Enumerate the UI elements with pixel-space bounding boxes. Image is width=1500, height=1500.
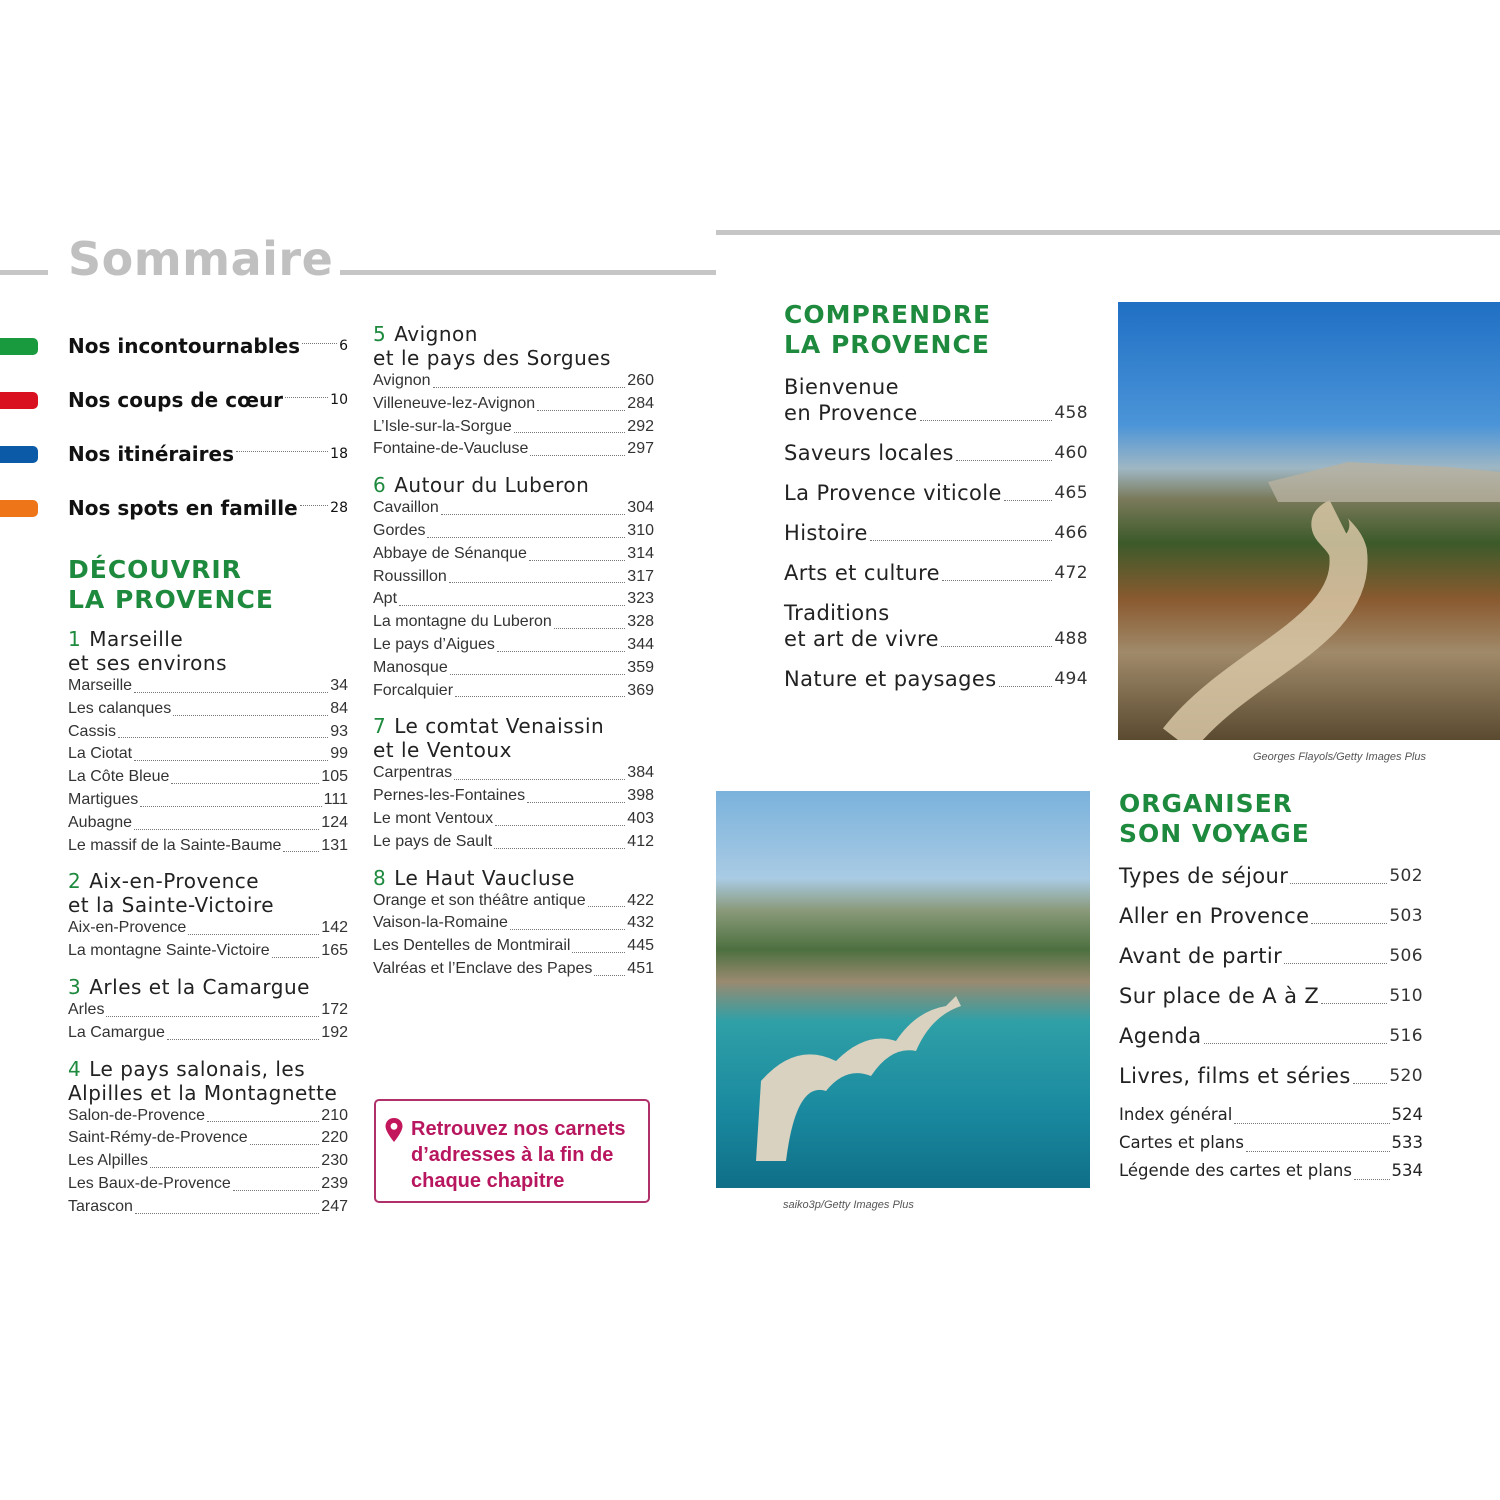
chapter-number: 4 bbox=[68, 1056, 82, 1081]
toc-entry[interactable] bbox=[373, 657, 654, 680]
page-number: 314 bbox=[627, 544, 654, 562]
chapter-number: 5 bbox=[373, 322, 387, 346]
toc-entry[interactable] bbox=[373, 370, 654, 393]
toc-entry[interactable] bbox=[373, 497, 654, 520]
page-number: 502 bbox=[1389, 866, 1423, 886]
avignon-bridge-photo bbox=[716, 791, 1090, 1188]
page-number: 323 bbox=[627, 590, 654, 608]
page-number: 131 bbox=[321, 836, 348, 854]
toc-entry[interactable] bbox=[68, 1022, 348, 1045]
page-number: 516 bbox=[1389, 1026, 1423, 1046]
section-heading: COMPRENDRE LA PROVENCE bbox=[784, 300, 992, 359]
page-number: 10 bbox=[330, 392, 348, 408]
dot-leader bbox=[150, 1167, 319, 1168]
entry-label: Apt bbox=[373, 590, 398, 608]
toc-entry[interactable] bbox=[784, 600, 1088, 652]
toc-entry[interactable] bbox=[68, 1105, 348, 1128]
toc-entry[interactable] bbox=[68, 812, 348, 835]
page-number: 465 bbox=[1054, 483, 1088, 503]
dot-leader bbox=[495, 825, 625, 826]
entry-label: L’Isle-sur-la-Sorgue bbox=[373, 417, 512, 435]
dot-leader bbox=[134, 692, 328, 693]
dot-leader bbox=[494, 848, 625, 849]
toc-entry[interactable] bbox=[1119, 1101, 1423, 1129]
toc-entry[interactable] bbox=[373, 543, 654, 566]
chapter-name: Avignon et le pays des Sorgues bbox=[373, 322, 611, 370]
chapter-number: 6 bbox=[373, 473, 387, 498]
dot-leader bbox=[510, 929, 625, 930]
entry-label: Cavaillon bbox=[373, 499, 439, 517]
toc-entry[interactable] bbox=[373, 680, 654, 703]
toc-entry[interactable] bbox=[373, 785, 654, 808]
dot-leader bbox=[106, 1016, 319, 1017]
page-number: 93 bbox=[330, 722, 348, 740]
comprendre-section bbox=[784, 300, 1088, 692]
dot-leader bbox=[1204, 1043, 1388, 1044]
toc-entry[interactable] bbox=[1119, 983, 1423, 1009]
dot-leader bbox=[454, 779, 625, 780]
dot-leader bbox=[942, 580, 1052, 581]
entry-label: Les Baux-de-Provence bbox=[68, 1174, 231, 1192]
entry-label: Manosque bbox=[373, 658, 448, 676]
dot-leader bbox=[134, 829, 319, 830]
entry-label: Fontaine-de-Vaucluse bbox=[373, 440, 529, 458]
entry-label: Aller en Provence bbox=[1119, 904, 1310, 928]
toc-entry[interactable] bbox=[1119, 1023, 1423, 1049]
chapter-title[interactable] bbox=[373, 473, 654, 497]
toc-entry[interactable] bbox=[373, 634, 654, 657]
toc-column-middle bbox=[373, 322, 654, 981]
chapter-name: Aix-en-Provence et la Sainte-Victoire bbox=[68, 869, 275, 918]
dot-leader bbox=[956, 460, 1052, 461]
entry-label: Les Alpilles bbox=[68, 1152, 149, 1170]
entry-label: Gordes bbox=[373, 521, 426, 539]
page-number: 28 bbox=[330, 500, 348, 516]
dot-leader bbox=[285, 397, 328, 398]
page-number: 403 bbox=[627, 809, 654, 827]
color-tab bbox=[0, 446, 38, 463]
entry-label: Le pays de Sault bbox=[373, 832, 493, 850]
dot-leader bbox=[537, 410, 625, 411]
dot-leader bbox=[527, 802, 625, 803]
entry-label: La montagne Sainte-Victoire bbox=[68, 942, 270, 960]
chapter-name: Le comtat Venaissin et le Ventoux bbox=[373, 714, 605, 763]
page-number: 451 bbox=[627, 959, 654, 977]
address-note-box bbox=[374, 1099, 650, 1203]
toc-entry[interactable] bbox=[1119, 1129, 1423, 1157]
page-number: 34 bbox=[330, 677, 348, 694]
color-tab bbox=[0, 338, 38, 355]
entry-label: Histoire bbox=[784, 521, 868, 545]
divider bbox=[716, 230, 1500, 235]
page-number: 210 bbox=[321, 1106, 348, 1124]
toc-entry[interactable] bbox=[784, 666, 1088, 692]
dot-leader bbox=[135, 1213, 319, 1214]
dot-leader bbox=[1321, 1003, 1387, 1004]
highlight-3[interactable] bbox=[68, 427, 348, 481]
entry-label: Martigues bbox=[68, 790, 139, 808]
dot-leader bbox=[497, 651, 625, 652]
toc-entry[interactable] bbox=[68, 999, 348, 1022]
chapter-number: 1 bbox=[68, 627, 82, 651]
chapter-number: 7 bbox=[373, 714, 387, 739]
dot-leader bbox=[283, 851, 319, 852]
entry-label: Saint-Rémy-de-Provence bbox=[68, 1129, 248, 1147]
page-number: 524 bbox=[1391, 1105, 1423, 1124]
page-number: 458 bbox=[1054, 403, 1088, 423]
chapter-title[interactable] bbox=[373, 322, 654, 370]
toc-entry[interactable] bbox=[373, 611, 654, 634]
highlight-1[interactable] bbox=[68, 319, 348, 373]
dot-leader bbox=[554, 628, 625, 629]
entry-label: Les calanques bbox=[68, 699, 172, 717]
page-number: 297 bbox=[627, 440, 654, 458]
toc-entry[interactable] bbox=[1119, 903, 1423, 929]
bridge-illustration bbox=[716, 791, 1090, 1188]
toc-entry[interactable] bbox=[373, 831, 654, 854]
entry-label: Orange et son théâtre antique bbox=[373, 891, 586, 909]
page-number: 111 bbox=[323, 790, 348, 808]
toc-entry[interactable] bbox=[784, 374, 1088, 426]
chapter-number: 8 bbox=[373, 865, 387, 890]
toc-entry[interactable] bbox=[68, 1150, 348, 1173]
map-pin-icon bbox=[384, 1117, 404, 1143]
dot-leader bbox=[1004, 500, 1053, 501]
entry-label: Les Dentelles de Montmirail bbox=[373, 937, 571, 955]
photo-credit: Georges Flayols/Getty Images Plus bbox=[1252, 751, 1426, 763]
entry-label: Aubagne bbox=[68, 813, 133, 831]
dot-leader bbox=[1284, 963, 1387, 964]
dot-leader bbox=[572, 952, 625, 953]
page-number: 506 bbox=[1389, 946, 1423, 966]
toc-entry[interactable] bbox=[373, 566, 654, 589]
page-number: 260 bbox=[627, 372, 654, 389]
dot-leader bbox=[188, 934, 319, 935]
page-number: 310 bbox=[627, 521, 654, 539]
page-title: Sommaire bbox=[68, 232, 334, 286]
page-number: 18 bbox=[330, 446, 348, 462]
entry-label: Salon-de-Provence bbox=[68, 1106, 205, 1124]
chapter-name: Marseille et ses environs bbox=[68, 627, 227, 675]
toc-entry[interactable] bbox=[68, 1127, 348, 1150]
dot-leader bbox=[530, 455, 625, 456]
section-heading: DÉCOUVRIR LA PROVENCE bbox=[68, 555, 274, 614]
dot-leader bbox=[1234, 1123, 1389, 1124]
toc-entry[interactable] bbox=[784, 560, 1088, 586]
entry-label: Carpentras bbox=[373, 764, 453, 782]
dot-leader bbox=[529, 560, 625, 561]
page-number: 304 bbox=[627, 499, 654, 517]
dot-leader bbox=[427, 537, 625, 538]
entry-label: La Ciotat bbox=[68, 745, 133, 763]
page-number: 142 bbox=[321, 919, 348, 937]
entry-label: Forcalquier bbox=[373, 681, 454, 699]
page-number: 533 bbox=[1391, 1133, 1423, 1152]
page-number: 534 bbox=[1391, 1161, 1423, 1180]
color-tab bbox=[0, 500, 38, 517]
page-number: 384 bbox=[627, 764, 654, 782]
toc-entry[interactable] bbox=[373, 393, 654, 416]
dot-leader bbox=[1354, 1179, 1390, 1180]
toc-entry[interactable] bbox=[68, 940, 348, 963]
chapter-title[interactable] bbox=[373, 714, 654, 762]
page-number: 124 bbox=[321, 813, 348, 831]
toc-entry[interactable] bbox=[68, 698, 348, 721]
entry-label: Avant de partir bbox=[1119, 944, 1283, 968]
chapter-number: 2 bbox=[68, 869, 82, 894]
toc-column-left bbox=[68, 319, 348, 1219]
page-number: 292 bbox=[627, 417, 654, 435]
page-number: 369 bbox=[627, 681, 654, 699]
page-number: 172 bbox=[321, 1000, 348, 1018]
page-number: 466 bbox=[1054, 523, 1088, 543]
page-number: 328 bbox=[627, 613, 654, 631]
highlight-label: Nos incontournables bbox=[68, 334, 301, 358]
page-number: 422 bbox=[627, 891, 654, 909]
dot-leader bbox=[233, 1190, 320, 1191]
page-number: 165 bbox=[321, 942, 348, 960]
entry-label: Index général bbox=[1119, 1105, 1233, 1124]
dot-leader bbox=[173, 715, 328, 716]
toc-entry[interactable] bbox=[373, 762, 654, 785]
dot-leader bbox=[1246, 1151, 1390, 1152]
page-number: 99 bbox=[330, 745, 348, 763]
toc-entry[interactable] bbox=[68, 917, 348, 940]
entry-label: Le mont Ventoux bbox=[373, 809, 494, 827]
page-number: 510 bbox=[1389, 986, 1423, 1006]
highlight-4[interactable] bbox=[68, 481, 348, 535]
dot-leader bbox=[140, 806, 321, 807]
toc-entry[interactable] bbox=[68, 835, 348, 858]
entry-label: Abbaye de Sénanque bbox=[373, 544, 527, 562]
toc-entry[interactable] bbox=[68, 675, 348, 698]
divider bbox=[340, 270, 716, 275]
provence-landscape-photo bbox=[1118, 302, 1500, 740]
toc-entry[interactable] bbox=[373, 416, 654, 439]
toc-entry[interactable] bbox=[68, 1173, 348, 1196]
section-heading: ORGANISER SON VOYAGE bbox=[1119, 789, 1310, 848]
dot-leader bbox=[514, 432, 626, 433]
chapter-name: Le Haut Vaucluse bbox=[394, 865, 575, 890]
chapter-title[interactable] bbox=[68, 1057, 348, 1105]
page-number: 494 bbox=[1054, 669, 1088, 689]
page-number: 220 bbox=[321, 1129, 348, 1147]
dot-leader bbox=[302, 343, 337, 344]
entry-label: Le massif de la Sainte-Baume bbox=[68, 836, 282, 854]
entry-label: Sur place de A à Z bbox=[1119, 984, 1320, 1008]
dot-leader bbox=[236, 451, 328, 452]
page-number: 344 bbox=[627, 635, 654, 653]
page-number: 520 bbox=[1389, 1066, 1423, 1086]
entry-label: Tarascon bbox=[68, 1197, 133, 1215]
entry-label: Livres, films et séries bbox=[1119, 1064, 1351, 1088]
entry-label: Saveurs locales bbox=[784, 441, 954, 465]
highlight-2[interactable] bbox=[68, 373, 348, 427]
organiser-section bbox=[1119, 789, 1423, 1185]
page-number: 432 bbox=[627, 914, 654, 932]
chapter-title[interactable] bbox=[68, 869, 348, 917]
entry-label: Légende des cartes et plans bbox=[1119, 1161, 1352, 1180]
chapter-name: Arles et la Camargue bbox=[89, 974, 310, 999]
dot-leader bbox=[399, 605, 625, 606]
entry-label: Types de séjour bbox=[1119, 864, 1289, 888]
toc-entry[interactable] bbox=[784, 440, 1088, 466]
entry-label: La montagne du Luberon bbox=[373, 613, 552, 631]
dot-leader bbox=[207, 1121, 319, 1122]
entry-label: Pernes-les-Fontaines bbox=[373, 787, 526, 805]
dot-leader bbox=[920, 420, 1053, 421]
toc-entry[interactable] bbox=[68, 743, 348, 766]
chapter-title[interactable] bbox=[373, 866, 654, 890]
page-number: 503 bbox=[1389, 906, 1423, 926]
page-number: 412 bbox=[627, 832, 654, 850]
dot-leader bbox=[1311, 923, 1387, 924]
entry-label: Valréas et l’Enclave des Papes bbox=[373, 959, 593, 977]
dot-leader bbox=[455, 696, 625, 697]
page-number: 230 bbox=[321, 1152, 348, 1170]
page-number: 359 bbox=[627, 658, 654, 676]
page-number: 247 bbox=[321, 1197, 348, 1215]
chapter-number: 3 bbox=[68, 974, 82, 999]
dot-leader bbox=[594, 975, 625, 976]
entry-label: Traditions et art de vivre bbox=[784, 601, 939, 651]
chapter-name: Autour du Luberon bbox=[394, 473, 590, 498]
highlight-label: Nos coups de cœur bbox=[68, 388, 284, 412]
road-illustration bbox=[1118, 302, 1500, 740]
toc-entry[interactable] bbox=[1119, 1157, 1423, 1185]
dot-leader bbox=[1290, 883, 1387, 884]
toc-entry[interactable] bbox=[373, 935, 654, 958]
dot-leader bbox=[999, 686, 1053, 687]
page-number: 105 bbox=[321, 768, 348, 786]
toc-entry[interactable] bbox=[373, 958, 654, 981]
dot-leader bbox=[1353, 1083, 1388, 1084]
page-number: 239 bbox=[321, 1174, 348, 1192]
toc-entry[interactable] bbox=[68, 766, 348, 789]
chapter-title[interactable] bbox=[68, 975, 348, 999]
entry-label: Avignon bbox=[373, 372, 431, 389]
entry-label: Arts et culture bbox=[784, 561, 941, 585]
dot-leader bbox=[941, 646, 1052, 647]
toc-entry[interactable] bbox=[68, 789, 348, 812]
entry-label: La Camargue bbox=[68, 1023, 165, 1041]
page-number: 488 bbox=[1054, 629, 1088, 649]
dot-leader bbox=[588, 906, 626, 907]
toc-entry[interactable] bbox=[68, 1196, 348, 1219]
entry-label: Villeneuve-lez-Avignon bbox=[373, 394, 536, 412]
dot-leader bbox=[300, 505, 329, 506]
dot-leader bbox=[433, 387, 626, 388]
page-number: 317 bbox=[627, 567, 654, 585]
chapter-name: Le pays salonais, les Alpilles et la Montagnette bbox=[68, 1056, 338, 1105]
toc-entry[interactable] bbox=[373, 438, 654, 461]
spacer bbox=[1119, 1089, 1423, 1101]
toc-entry[interactable] bbox=[1119, 1063, 1423, 1089]
dot-leader bbox=[167, 1039, 319, 1040]
dot-leader bbox=[118, 737, 328, 738]
highlight-label: Nos spots en famille bbox=[68, 496, 298, 520]
toc-entry[interactable] bbox=[1119, 863, 1423, 889]
photo-credit: saiko3p/Getty Images Plus bbox=[783, 1199, 914, 1211]
page-number: 398 bbox=[627, 787, 654, 805]
page-number: 192 bbox=[321, 1023, 348, 1041]
entry-label: La Provence viticole bbox=[784, 481, 1002, 505]
entry-label: Vaison-la-Romaine bbox=[373, 914, 508, 932]
dot-leader bbox=[250, 1144, 320, 1145]
page-number: 84 bbox=[330, 699, 348, 717]
toc-entry[interactable] bbox=[68, 721, 348, 744]
toc-entry[interactable] bbox=[373, 808, 654, 831]
entry-label: Le pays d’Aigues bbox=[373, 635, 495, 653]
dot-leader bbox=[171, 783, 319, 784]
dot-leader bbox=[450, 674, 626, 675]
chapter-title[interactable] bbox=[68, 627, 348, 675]
page-number: 284 bbox=[627, 394, 654, 412]
page-number: 6 bbox=[339, 338, 348, 354]
dot-leader bbox=[134, 760, 328, 761]
entry-label: Cassis bbox=[68, 722, 117, 740]
entry-label: Bienvenue en Provence bbox=[784, 375, 918, 425]
entry-label: Nature et paysages bbox=[784, 667, 997, 691]
entry-label: Agenda bbox=[1119, 1024, 1202, 1048]
page-number: 472 bbox=[1054, 563, 1088, 583]
color-tab bbox=[0, 392, 38, 409]
dot-leader bbox=[441, 514, 625, 515]
toc-entry[interactable] bbox=[784, 520, 1088, 546]
entry-label: La Côte Bleue bbox=[68, 768, 170, 786]
page-number: 445 bbox=[627, 937, 654, 955]
note-text: Retrouvez nos carnets d’adresses à la fin de chaque chapitre bbox=[411, 1118, 626, 1192]
divider bbox=[0, 270, 48, 275]
entry-label: Cartes et plans bbox=[1119, 1133, 1244, 1152]
toc-entry[interactable] bbox=[1119, 943, 1423, 969]
dot-leader bbox=[272, 957, 320, 958]
dot-leader bbox=[870, 540, 1053, 541]
entry-label: Arles bbox=[68, 1000, 105, 1018]
highlight-label: Nos itinéraires bbox=[68, 442, 234, 466]
toc-entry[interactable] bbox=[373, 912, 654, 935]
page-number: 460 bbox=[1054, 443, 1088, 463]
entry-label: Marseille bbox=[68, 677, 133, 694]
entry-label: Roussillon bbox=[373, 567, 447, 585]
entry-label: Aix-en-Provence bbox=[68, 919, 187, 937]
toc-entry[interactable] bbox=[373, 890, 654, 913]
toc-entry[interactable] bbox=[784, 480, 1088, 506]
dot-leader bbox=[449, 582, 625, 583]
toc-entry[interactable] bbox=[373, 588, 654, 611]
toc-entry[interactable] bbox=[373, 520, 654, 543]
